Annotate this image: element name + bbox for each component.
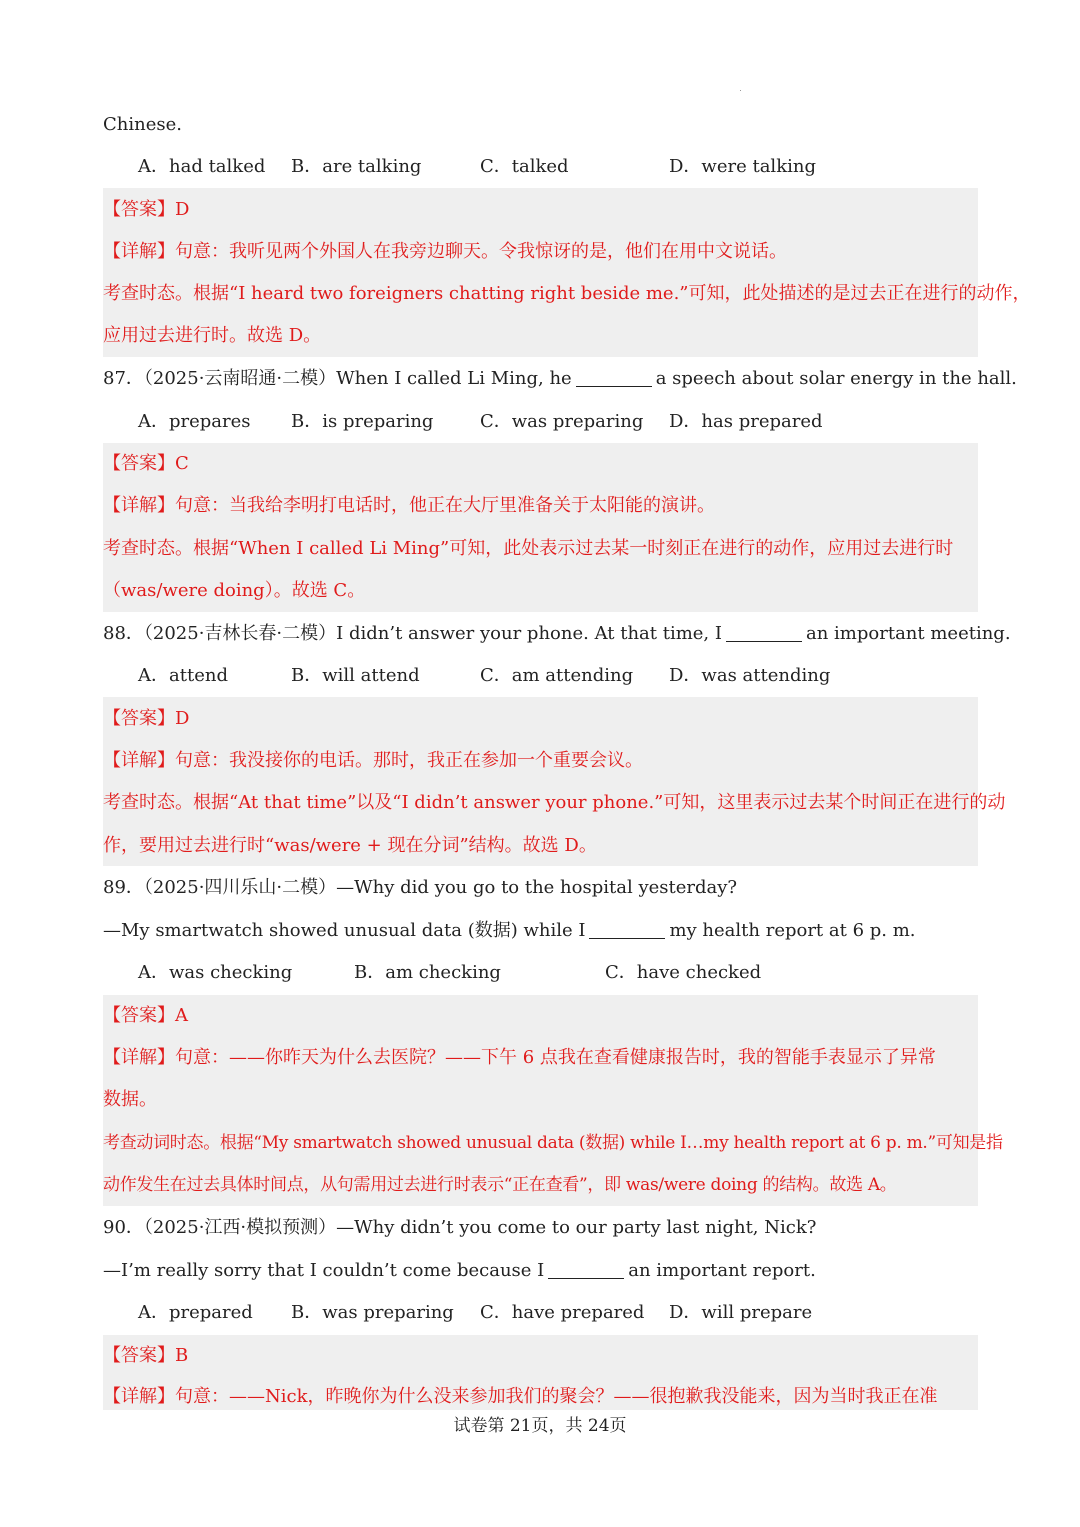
answer-blank — [576, 368, 652, 387]
explanation-line: 考查动词时态。根据“My smartwatch showed unusual data (数据) while I…my health report at 6 p. m.”可知是指 — [103, 1133, 1003, 1153]
answer-label: 【答案】C — [103, 453, 189, 474]
option-b: B．will attend — [291, 665, 420, 686]
question-90-stem: 90．（2025·江西·模拟预测）—Why didn’t you come to our party last night, Nick? — [103, 1217, 817, 1238]
explanation-line: （was/were doing）。故选 C。 — [103, 580, 366, 601]
option-b: B．was preparing — [291, 1302, 454, 1323]
stem-text: my health report at 6 p. m. — [669, 920, 916, 941]
explanation-line: 【详解】句意：我没接你的电话。那时，我正在参加一个重要会议。 — [103, 750, 643, 771]
option-d: D．was attending — [669, 665, 831, 686]
page-footer: 试卷第 21页，共 24页 — [453, 1416, 627, 1436]
explanation-line: 动作发生在过去具体时间点，从句需用过去进行时表示“正在查看”，即 was/were doing 的结构。故选 A。 — [103, 1175, 897, 1195]
question-stem-tail: Chinese. — [103, 114, 182, 135]
stem-text: —My smartwatch showed unusual data (数据) while I — [103, 920, 586, 941]
explanation-line: 作，要用过去进行时“was/were + 现在分词”结构。故选 D。 — [103, 835, 597, 856]
option-d: D．has prepared — [669, 411, 823, 432]
question-90-line2 — [103, 1259, 816, 1283]
stem-text: 88．（2025·吉林长春·二模）I didn’t answer your phone. At that time, I — [103, 623, 722, 644]
answer-label: 【答案】B — [103, 1345, 189, 1366]
option-a: A．was checking — [138, 962, 293, 983]
option-c: C．am attending — [480, 665, 634, 686]
explanation-line: 应用过去进行时。故选 D。 — [103, 325, 322, 346]
answer-label: 【答案】A — [103, 1005, 188, 1026]
stem-text: an important meeting. — [806, 623, 1011, 644]
explanation-line: 考查时态。根据“At that time”以及“I didn’t answer your phone.”可知，这里表示过去某个时间正在进行的动 — [103, 792, 1006, 813]
explanation-line: 【详解】句意：当我给李明打电话时，他正在大厅里准备关于太阳能的演讲。 — [103, 495, 715, 516]
option-d: D．were talking — [669, 156, 816, 177]
answer-blank — [726, 623, 802, 642]
question-89-stem: 89．（2025·四川乐山·二模）—Why did you go to the hospital yesterday? — [103, 877, 738, 898]
option-b: B．are talking — [291, 156, 422, 177]
option-c: C．have prepared — [480, 1302, 645, 1323]
answer-blank — [589, 920, 665, 939]
question-87-stem — [103, 367, 1017, 391]
explanation-line: 考查时态。根据“I heard two foreigners chatting right beside me.”可知，此处描述的是过去正在进行的动作， — [103, 283, 1031, 304]
question-89-line2 — [103, 919, 916, 943]
stem-text: an important report. — [628, 1260, 816, 1281]
answer-blank — [548, 1260, 624, 1279]
answer-label: 【答案】D — [103, 199, 190, 220]
stem-text: 87．（2025·云南昭通·二模）When I called Li Ming, he — [103, 368, 572, 389]
option-b: B．am checking — [354, 962, 501, 983]
option-c: C．was preparing — [480, 411, 644, 432]
option-a: A．prepared — [138, 1302, 253, 1323]
explanation-line: 数据。 — [103, 1089, 157, 1110]
stem-text: a speech about solar energy in the hall. — [655, 368, 1017, 389]
option-d: D．will prepare — [669, 1302, 813, 1323]
option-a: A．prepares — [138, 411, 251, 432]
option-c: C．talked — [480, 156, 569, 177]
option-b: B．is preparing — [291, 411, 434, 432]
answer-label: 【答案】D — [103, 708, 190, 729]
question-88-stem — [103, 622, 1011, 646]
explanation-line: 【详解】句意：——Nick，昨晚你为什么没来参加我们的聚会？——很抱歉我没能来，因为当时我正在准 — [103, 1386, 938, 1407]
explanation-line: 【详解】句意：我听见两个外国人在我旁边聊天。令我惊讶的是，他们在用中文说话。 — [103, 241, 787, 262]
option-a: A．had talked — [138, 156, 266, 177]
option-c: C．have checked — [605, 962, 762, 983]
scan-dot — [740, 90, 741, 91]
option-a: A．attend — [138, 665, 228, 686]
explanation-line: 【详解】句意：——你昨天为什么去医院？——下午 6 点我在查看健康报告时，我的智能手表显示了异常 — [103, 1047, 936, 1068]
stem-text: —I’m really sorry that I couldn’t come because I — [103, 1260, 545, 1281]
explanation-line: 考查时态。根据“When I called Li Ming”可知，此处表示过去某一时刻正在进行的动作，应用过去进行时 — [103, 538, 954, 559]
